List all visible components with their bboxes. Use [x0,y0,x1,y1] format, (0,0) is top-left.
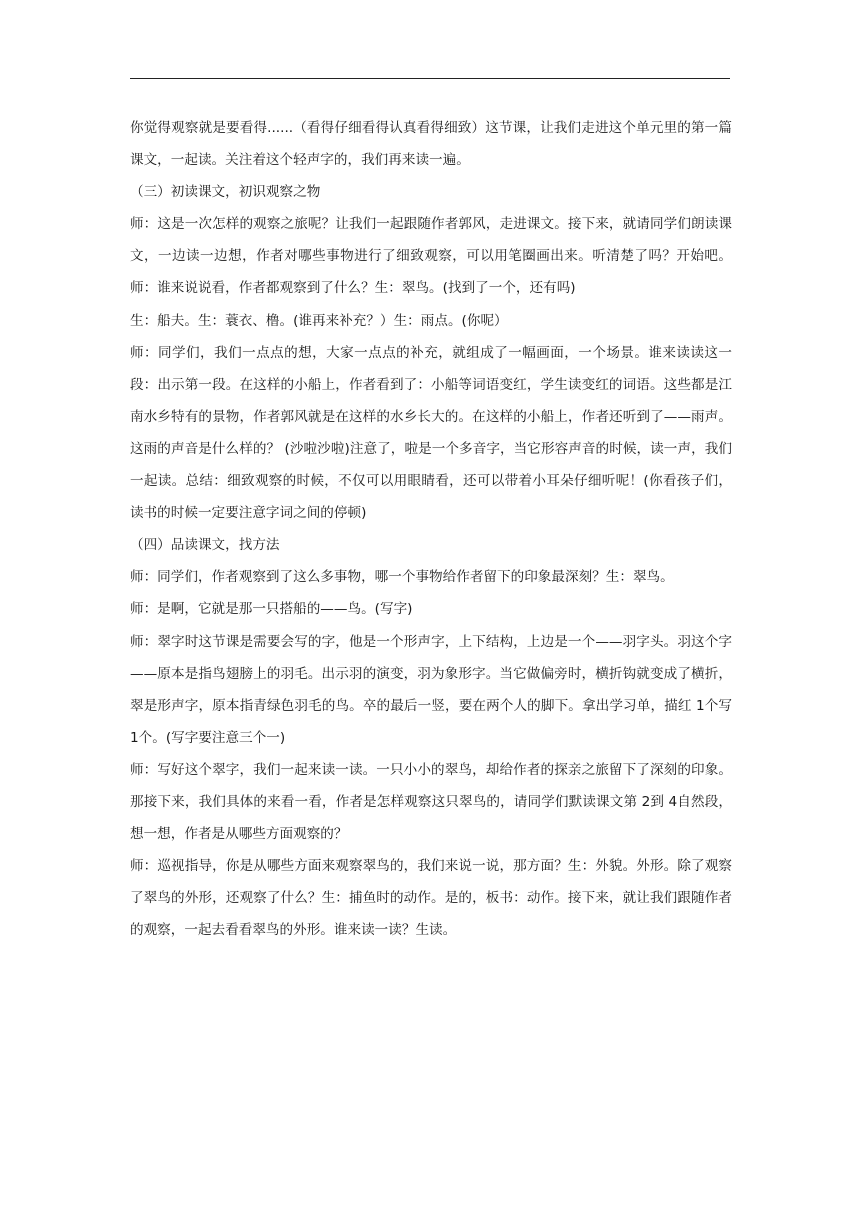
paragraph-students: 生：船夫。生：蓑衣、橹。(谁再来补充？）生：雨点。(你呢） [130,312,508,329]
paragraph-scene: 师：同学们，我们一点点的想，大家一点点的补充，就组成了一幅画面，一个场景。谁来读读这一段：出示第一段。在这样的小船上，作者看到了：小船等词语变红，学生读变红的词语。这些都是江南水乡特有的景物，作者郭风就是在这样的水乡长大的。在这样的小船上，作者还听到了——雨声。这雨的声音是什么样的？ (沙啦沙啦)注意了，啦是一个多音字，当它形容声音的时候，读一声，我们一起读。总结：细致观察的时候，不仅可以用眼睛看，还可以带着小耳朵仔细听呢！(你看孩子们，读书的时候一定要注意字词之间的停顿) [130,344,732,522]
paragraph-intro: 你觉得观察就是要看得......（看得仔细看得认真看得细致）这节课，让我们走进这个单元里的第一篇课文，一起读。关注着这个轻声字的，我们再来读一遍。 [130,120,732,169]
paragraph-observe: 师：写好这个翠字，我们一起来读一读。一只小小的翠鸟，却给作者的探亲之旅留下了深刻的印象。那接下来，我们具体的来看一看，作者是怎样观察这只翠鸟的，请同学们默读课文第 2到 4自然段，想一想，作者是从哪些方面观察的？ [130,761,732,843]
section-heading-4: （四）品读课文，找方法 [130,537,280,554]
paragraph-reading: 师：这是一次怎样的观察之旅呢？让我们一起跟随作者郭风，走进课文。接下来，就请同学们朗读课文，一边读一边想，作者对哪些事物进行了细致观察，可以用笔圈画出来。听清楚了吗？开始吧。师：谁来说说看，作者都观察到了什么？生：翠鸟。(找到了一个，还有吗) [130,216,732,297]
paragraph-impression: 师：同学们，作者观察到了这么多事物，哪一个事物给作者留下的印象最深刻？生：翠鸟。 [130,569,674,586]
header-divider [130,78,730,79]
paragraph-character: 师：翠字时这节课是需要会写的字，他是一个形声字，上下结构，上边是一个——羽字头。羽这个字——原本是指鸟翅膀上的羽毛。出示羽的演变，羽为象形字。当它做偏旁时，横折钩就变成了横折，翠是形声字，原本指青绿色羽毛的鸟。卒的最后一竖，要在两个人的脚下。拿出学习单，描红 1个写 1个。(写字要注意三个一) [130,633,732,746]
section-heading-3: （三）初读课文，初识观察之物 [130,184,321,201]
paragraph-guidance: 师：巡视指导，你是从哪些方面来观察翠鸟的，我们来说一说，那方面？生：外貌。外形。除了观察了翠鸟的外形，还观察了什么？生：捕鱼时的动作。是的，板书：动作。接下来，就让我们跟随作者的观察，一起去看看翠鸟的外形。谁来读一读？生读。 [130,858,732,939]
document-body [130,112,732,946]
paragraph-bird: 师：是啊，它就是那一只搭船的——鸟。(写字) [130,601,413,618]
